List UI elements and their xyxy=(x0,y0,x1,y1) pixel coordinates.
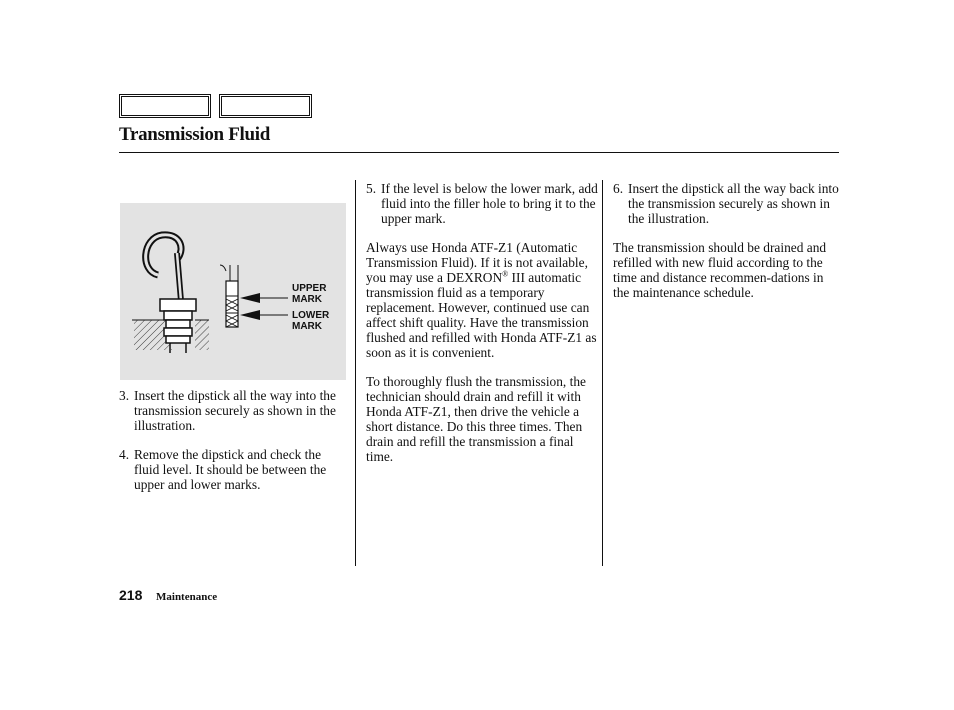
column3-text xyxy=(613,181,841,300)
dipstick-tip-detail xyxy=(220,265,238,327)
registered-mark: ® xyxy=(502,269,509,279)
atf-paragraph-part1: Always use Honda ATF-Z1 (Automatic Transmission Fluid). If it is not available, you may use a DEXRON xyxy=(366,240,588,285)
step-text: Insert the dipstick all the way into the transmission securely as shown in the illustration. xyxy=(134,388,336,433)
step-number: 5. xyxy=(366,181,377,196)
drain-paragraph: The transmission should be drained and refilled with new fluid according to the time and distance recommen-dations in the maintenance schedule. xyxy=(613,240,827,300)
lower-mark-label-line1: LOWER xyxy=(292,310,330,321)
header-tab-box-2 xyxy=(219,94,312,118)
lower-mark-label xyxy=(292,310,329,332)
step-number: 6. xyxy=(613,181,624,196)
step-3 xyxy=(119,388,347,433)
step-4 xyxy=(119,447,347,492)
step-5 xyxy=(366,181,598,226)
section-name: Maintenance xyxy=(156,591,218,603)
dipstick-handle xyxy=(146,235,181,301)
flush-paragraph: To thoroughly flush the transmission, the technician should drain and refill it with Honda ATF-Z1, then drive the vehicle a short distance. Do this three times. Then drain and refill the transmission a final time. xyxy=(366,374,586,464)
step-text: If the level is below the lower mark, add fluid into the filler hole to bring it to the upper mark. xyxy=(381,181,598,226)
lower-mark-label-line2: MARK xyxy=(292,321,322,332)
column-divider-1 xyxy=(355,180,356,566)
dipstick-illustration xyxy=(120,203,346,380)
atf-paragraph-part2: III automatic transmission fluid as a temporary replacement. However, continued use can affect shift quality. Have the transmission flushed and refilled with Honda ATF-Z1 as soon as it is convenient. xyxy=(366,270,597,360)
header-tab-box-1 xyxy=(119,94,211,118)
lower-mark-arrow xyxy=(240,310,288,320)
upper-mark-label xyxy=(292,283,326,305)
step-number: 4. xyxy=(119,447,130,462)
page-title: Transmission Fluid xyxy=(119,124,271,145)
column2-text xyxy=(366,181,598,464)
upper-mark-label-line1: UPPER xyxy=(292,283,327,294)
step-text: Insert the dipstick all the way back into the transmission securely as shown in the illustration. xyxy=(628,181,839,226)
title-rule xyxy=(119,152,839,153)
page-number: 218 xyxy=(119,587,143,603)
upper-mark-label-line2: MARK xyxy=(292,294,322,305)
step-number: 3. xyxy=(119,388,130,403)
column-divider-2 xyxy=(602,180,603,566)
column1-text xyxy=(119,388,347,492)
atf-paragraph xyxy=(366,240,598,360)
step-text: Remove the dipstick and check the fluid level. It should be between the upper and lower marks. xyxy=(134,447,327,492)
step-6 xyxy=(613,181,841,226)
upper-mark-arrow xyxy=(240,293,288,303)
